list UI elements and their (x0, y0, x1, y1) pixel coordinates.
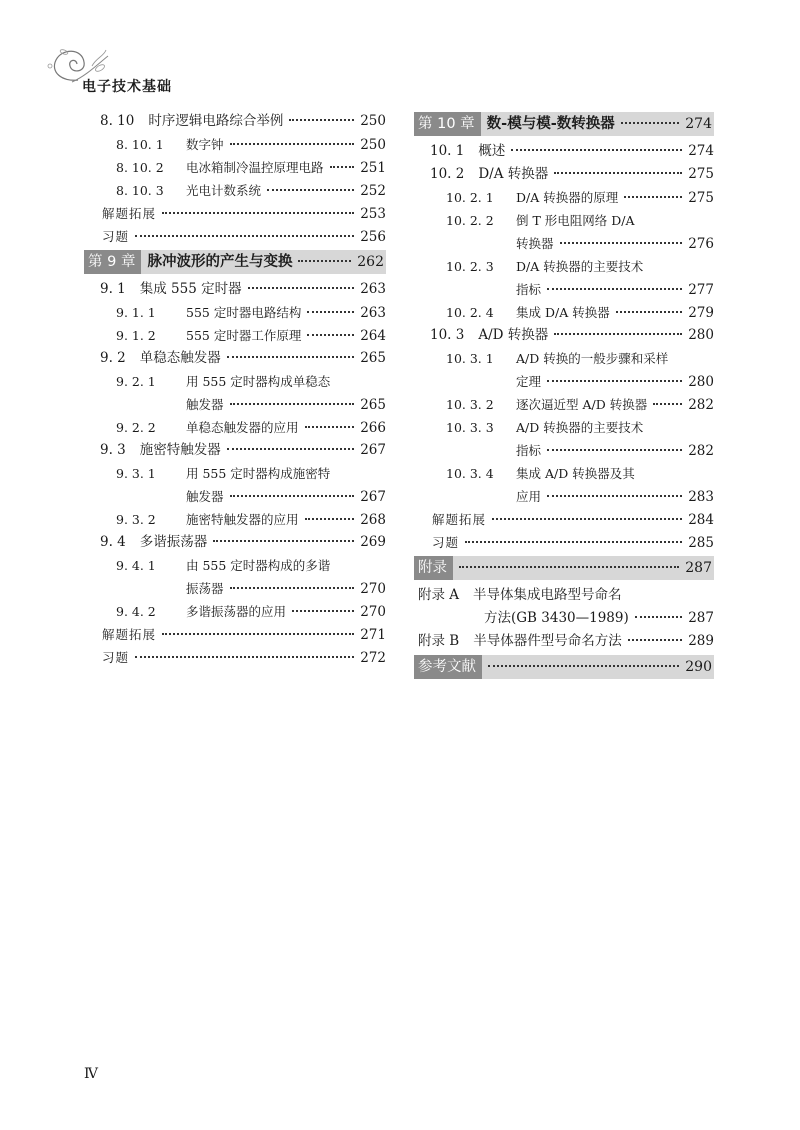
section-number: 8. 10 (100, 113, 135, 129)
subsection-title: 由 555 定时器构成的多谐 (186, 558, 331, 573)
page-number: 264 (360, 328, 386, 344)
toc-subsection-continuation[interactable] (414, 232, 714, 255)
page-number: 265 (360, 397, 386, 413)
subsection-title: A/D 转换的一般步骤和采样 (516, 351, 669, 366)
toc-subsection-row[interactable] (84, 462, 386, 485)
subsection-number: 9. 1. 2 (116, 328, 156, 343)
page-number: 277 (688, 282, 714, 298)
page-number: 271 (360, 627, 386, 643)
dot-leader (628, 639, 683, 641)
subsection-number: 8. 10. 1 (116, 137, 164, 152)
dot-leader (488, 665, 679, 667)
subsection-number: 9. 3. 1 (116, 466, 156, 481)
chapter-title: 脉冲波形的产生与变换 (147, 254, 293, 270)
section-number: 9. 3 (100, 442, 126, 458)
subsection-number: 8. 10. 2 (116, 160, 164, 175)
exercise-title: 解题拓展 (102, 627, 157, 642)
page-number: 275 (688, 190, 714, 206)
appendix-label: 附录 A (418, 587, 460, 603)
toc-chapter-row[interactable] (414, 112, 714, 136)
page-number: 276 (688, 236, 714, 252)
toc-appendix-row[interactable] (414, 630, 714, 653)
page-number: 274 (685, 116, 712, 132)
page-number: 250 (360, 137, 386, 153)
page-number: 250 (360, 113, 386, 129)
page-number: 266 (360, 420, 386, 436)
book-title: 电子技术基础 (82, 79, 172, 95)
toc-subsection-continuation[interactable] (414, 278, 714, 301)
subsection-number: 10. 3. 1 (446, 351, 494, 366)
dot-leader (635, 616, 682, 618)
dot-leader (162, 633, 354, 635)
dot-leader (554, 333, 682, 335)
dot-leader (621, 122, 680, 124)
page-number: 284 (688, 512, 714, 528)
page-number: 269 (360, 534, 386, 550)
toc-subsection-continuation[interactable] (414, 439, 714, 462)
toc-chapter-row[interactable] (414, 655, 714, 679)
subsection-number: 10. 3. 4 (446, 466, 494, 481)
toc-subsection-row[interactable] (414, 255, 714, 278)
subsection-number: 9. 2. 1 (116, 374, 156, 389)
subsection-title: 集成 A/D 转换器及其 (516, 466, 635, 481)
subsection-number: 9. 1. 1 (116, 305, 156, 320)
toc-subsection-row[interactable] (414, 209, 714, 232)
page-number: 280 (688, 374, 714, 390)
subsection-title: 单稳态触发器的应用 (186, 420, 299, 435)
section-title: 时序逻辑电路综合举例 (148, 113, 284, 129)
subsection-title: 集成 D/A 转换器 (516, 305, 610, 320)
toc-section-row[interactable] (84, 278, 386, 301)
toc-subsection-row[interactable] (84, 156, 386, 179)
page-number: 256 (360, 229, 386, 245)
appendix-title: 半导体器件型号命名方法 (473, 633, 622, 649)
section-number: 9. 1 (100, 281, 126, 297)
dot-leader (560, 242, 683, 244)
toc-section-row[interactable] (414, 324, 714, 347)
toc-subsection-row[interactable] (84, 324, 386, 347)
page-number: 282 (688, 443, 714, 459)
page-number: 267 (360, 442, 386, 458)
dot-leader (227, 448, 354, 450)
subsection-number: 9. 4. 1 (116, 558, 156, 573)
dot-leader (624, 196, 682, 198)
page-number: 287 (685, 560, 712, 576)
subsection-title: 施密特触发器的应用 (186, 512, 299, 527)
page-folio: Ⅳ (84, 1066, 98, 1082)
page-number: 290 (685, 659, 712, 675)
page-number: 283 (688, 489, 714, 505)
toc-section-row[interactable] (84, 439, 386, 462)
dot-leader (492, 518, 682, 520)
page-number: 270 (360, 604, 386, 620)
chapter-title: 数-模与模-数转换器 (486, 116, 615, 132)
dot-leader (616, 311, 683, 313)
dot-leader (653, 403, 682, 405)
toc-exercise-row[interactable] (84, 623, 386, 646)
page-number: 282 (688, 397, 714, 413)
toc-subsection-continuation[interactable] (84, 393, 386, 416)
chapter-label: 第 9 章 (84, 250, 141, 274)
section-title: 施密特触发器 (139, 442, 221, 458)
subsection-number: 10. 2. 3 (446, 259, 494, 274)
dot-leader (305, 426, 355, 428)
toc-section-row[interactable] (84, 347, 386, 370)
dot-leader (162, 212, 354, 214)
exercise-title: 习题 (432, 535, 460, 550)
section-number: 9. 2 (100, 350, 126, 366)
page-number: 251 (360, 160, 386, 176)
dot-leader (465, 541, 682, 543)
dot-leader (307, 334, 354, 336)
dot-leader (547, 495, 682, 497)
dot-leader (227, 356, 354, 358)
section-number: 10. 2 (430, 166, 465, 182)
chapter-label: 第 10 章 (414, 112, 481, 136)
toc-chapter-row[interactable] (414, 556, 714, 580)
toc-exercise-row[interactable] (414, 508, 714, 531)
subsection-number: 10. 2. 1 (446, 190, 494, 205)
toc-section-row[interactable] (84, 531, 386, 554)
subsection-title-continued: 定理 (516, 374, 542, 389)
subsection-title: 光电计数系统 (186, 183, 262, 198)
subsection-title-continued: 触发器 (186, 489, 224, 504)
toc-section-row[interactable] (84, 110, 386, 133)
toc-subsection-row[interactable] (84, 508, 386, 531)
dot-leader (292, 610, 354, 612)
subsection-title: 数字钟 (186, 137, 224, 152)
page-number: 265 (360, 350, 386, 366)
toc-subsection-row[interactable] (84, 370, 386, 393)
page-number: 289 (688, 633, 714, 649)
toc-subsection-row[interactable] (84, 554, 386, 577)
dot-leader (230, 587, 355, 589)
subsection-title-continued: 触发器 (186, 397, 224, 412)
page-number: 285 (688, 535, 714, 551)
subsection-title: 电冰箱制冷温控原理电路 (186, 160, 324, 175)
dot-leader (267, 189, 354, 191)
subsection-title: 555 定时器电路结构 (186, 305, 302, 320)
subsection-number: 10. 3. 3 (446, 420, 494, 435)
page-number: 263 (360, 305, 386, 321)
toc-chapter-row[interactable] (84, 250, 386, 274)
subsection-number: 9. 2. 2 (116, 420, 156, 435)
toc-subsection-row[interactable] (414, 462, 714, 485)
section-title: D/A 转换器 (478, 166, 549, 182)
subsection-title-continued: 指标 (516, 282, 542, 297)
toc-subsection-row[interactable] (414, 186, 714, 209)
page-number: 268 (360, 512, 386, 528)
subsection-title-continued: 振荡器 (186, 581, 224, 596)
toc-subsection-row[interactable] (414, 393, 714, 416)
page-number: 267 (360, 489, 386, 505)
page-number: 279 (688, 305, 714, 321)
toc-subsection-continuation[interactable] (84, 577, 386, 600)
toc-appendix-continuation[interactable] (414, 607, 714, 630)
subsection-number: 10. 2. 2 (446, 213, 494, 228)
dot-leader (230, 495, 355, 497)
toc-subsection-row[interactable] (84, 301, 386, 324)
dot-leader (135, 656, 354, 658)
subsection-number: 9. 4. 2 (116, 604, 156, 619)
page-number: 253 (360, 206, 386, 222)
dot-leader (511, 149, 682, 151)
dot-leader (298, 260, 351, 262)
page-number: 287 (688, 610, 714, 626)
appendix-title: 半导体集成电路型号命名 (473, 587, 622, 603)
subsection-title-continued: 转换器 (516, 236, 554, 251)
dot-leader (230, 403, 355, 405)
dot-leader (230, 143, 355, 145)
dot-leader (459, 566, 679, 568)
dot-leader (330, 166, 355, 168)
toc-right-column (414, 110, 714, 683)
toc-exercise-row[interactable] (84, 225, 386, 248)
toc-exercise-row[interactable] (84, 202, 386, 225)
toc-left-column (84, 110, 386, 669)
page-number: 262 (357, 254, 384, 270)
toc-subsection-row[interactable] (414, 416, 714, 439)
page-number: 263 (360, 281, 386, 297)
toc-subsection-row[interactable] (84, 416, 386, 439)
dot-leader (307, 311, 354, 313)
toc-subsection-row[interactable] (414, 347, 714, 370)
subsection-number: 8. 10. 3 (116, 183, 164, 198)
toc-subsection-continuation[interactable] (414, 370, 714, 393)
subsection-title-continued: 应用 (516, 489, 542, 504)
appendix-label: 附录 B (418, 633, 460, 649)
toc-subsection-row[interactable] (84, 179, 386, 202)
dot-leader (248, 287, 355, 289)
section-title: 概述 (478, 143, 506, 159)
subsection-number: 9. 3. 2 (116, 512, 156, 527)
page-number: 274 (688, 143, 714, 159)
dot-leader (213, 540, 354, 542)
dot-leader (554, 172, 682, 174)
subsection-title-continued: 指标 (516, 443, 542, 458)
dot-leader (547, 449, 682, 451)
toc-exercise-row[interactable] (414, 531, 714, 554)
toc-section-row[interactable] (414, 140, 714, 163)
subsection-number: 10. 2. 4 (446, 305, 494, 320)
exercise-title: 解题拓展 (432, 512, 487, 527)
section-title: 多谐振荡器 (139, 534, 208, 550)
toc-subsection-continuation[interactable] (84, 485, 386, 508)
exercise-title: 解题拓展 (102, 206, 157, 221)
toc-subsection-row[interactable] (84, 600, 386, 623)
section-number: 9. 4 (100, 534, 126, 550)
chapter-label: 附录 (414, 556, 453, 580)
subsection-title: 555 定时器工作原理 (186, 328, 302, 343)
exercise-title: 习题 (102, 229, 130, 244)
dot-leader (289, 119, 354, 121)
dot-leader (547, 288, 682, 290)
page-number: 272 (360, 650, 386, 666)
section-title: 集成 555 定时器 (139, 281, 242, 297)
subsection-title: 倒 T 形电阻网络 D/A (516, 213, 635, 228)
section-title: 单稳态触发器 (139, 350, 221, 366)
subsection-title: 用 555 定时器构成施密特 (186, 466, 331, 481)
subsection-title: 用 555 定时器构成单稳态 (186, 374, 331, 389)
appendix-title-continued: 方法(GB 3430—1989) (484, 610, 629, 626)
subsection-title: 多谐振荡器的应用 (186, 604, 287, 619)
subsection-title: A/D 转换器的主要技术 (516, 420, 644, 435)
subsection-title: D/A 转换器的主要技术 (516, 259, 644, 274)
toc-appendix-row[interactable] (414, 584, 714, 607)
section-number: 10. 3 (430, 327, 465, 343)
subsection-title: D/A 转换器的原理 (516, 190, 619, 205)
page-number: 270 (360, 581, 386, 597)
dot-leader (547, 380, 682, 382)
toc-subsection-row[interactable] (84, 133, 386, 156)
page-number: 280 (688, 327, 714, 343)
toc-subsection-row[interactable] (414, 301, 714, 324)
toc-subsection-continuation[interactable] (414, 485, 714, 508)
chapter-label: 参考文献 (414, 655, 482, 679)
page-number: 275 (688, 166, 714, 182)
section-title: A/D 转换器 (478, 327, 549, 343)
dot-leader (305, 518, 355, 520)
subsection-number: 10. 3. 2 (446, 397, 494, 412)
page-number: 252 (360, 183, 386, 199)
toc-exercise-row[interactable] (84, 646, 386, 669)
dot-leader (135, 235, 354, 237)
exercise-title: 习题 (102, 650, 130, 665)
section-number: 10. 1 (430, 143, 465, 159)
toc-section-row[interactable] (414, 163, 714, 186)
subsection-title: 逐次逼近型 A/D 转换器 (516, 397, 648, 412)
